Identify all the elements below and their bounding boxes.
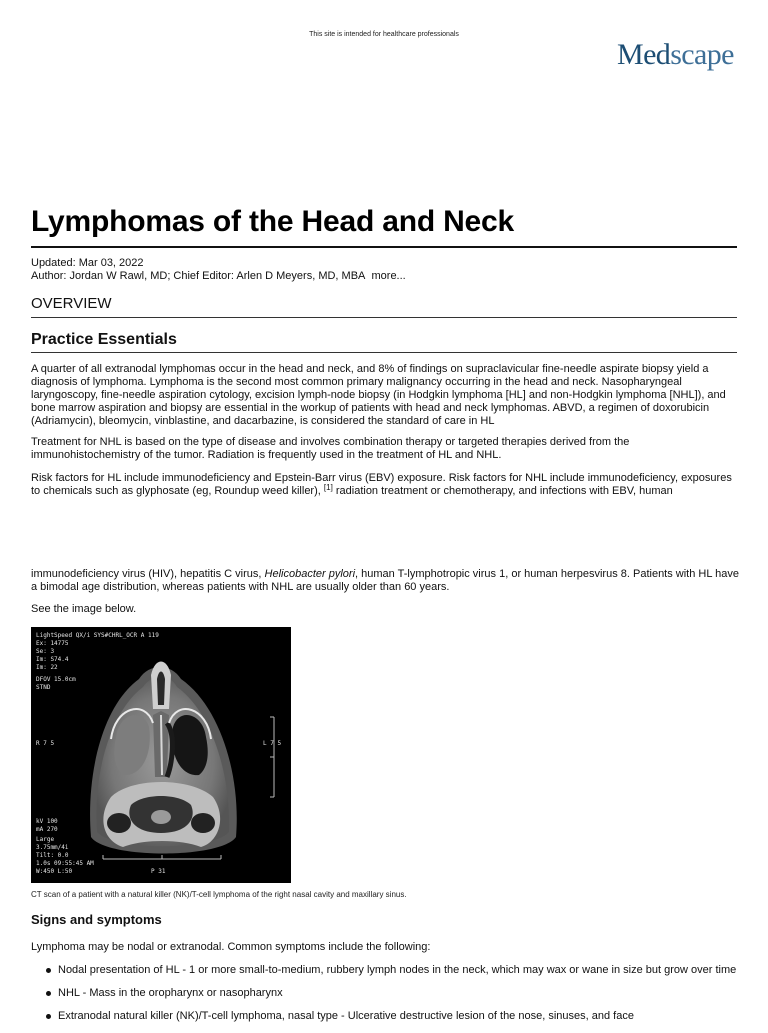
ct-scan-graphic (31, 627, 291, 883)
author-names: Author: Jordan W Rawl, MD; Chief Editor: Arlen D Meyers, MD, MBA (31, 270, 366, 282)
svg-text:Ex: 14775: Ex: 14775 (36, 640, 69, 647)
paragraph-risk-factors-continued: immunodeficiency virus (HIV), hepatitis C virus, Helicobacter pylori, human T-lymphotropic virus 1, or human herpesvirus 8. Patients with HL have a bimodal age distribution, whereas patients with NHL are usually older than 60 years. (31, 568, 739, 593)
svg-text:Large: Large (36, 836, 55, 843)
svg-text:3.75mm/4i: 3.75mm/4i (36, 844, 69, 851)
symptoms-list (31, 964, 751, 1033)
svg-text:L 7 5: L 7 5 (263, 740, 282, 747)
list-item: Extranodal natural killer (NK)/T-cell lymphoma, nasal type - Ulcerative destructive lesion of the nose, sinuses, and face (31, 1010, 751, 1033)
practice-essentials-heading: Practice Essentials (31, 331, 177, 348)
signs-symptoms-heading: Signs and symptoms (31, 912, 162, 927)
svg-text:W:450 L:50: W:450 L:50 (36, 868, 73, 875)
paragraph-treatment: Treatment for NHL is based on the type of disease and involves combination therapy or targeted therapies derived from the immunohistochemistry of the tumor. Radiation is frequently used in the treatment of HL and NHL. (31, 436, 630, 461)
bullet-icon (46, 1014, 51, 1019)
more-link[interactable]: more... (371, 270, 406, 282)
updated-date: Updated: Mar 03, 2022 (31, 257, 144, 269)
site-disclaimer: This site is intended for healthcare professionals (309, 31, 459, 38)
svg-text:R 7 5: R 7 5 (36, 740, 55, 747)
section-label: OVERVIEW (31, 295, 112, 312)
bullet-icon (46, 991, 51, 996)
svg-text:P 31: P 31 (151, 868, 166, 875)
svg-text:Im: 22: Im: 22 (36, 664, 58, 671)
svg-text:kV 100: kV 100 (36, 818, 58, 825)
figure-caption: CT scan of a patient with a natural killer (NK)/T-cell lymphoma of the right nasal cavity and maxillary sinus. (31, 890, 407, 899)
title-divider (31, 246, 737, 248)
svg-text:1.0s 09:55:45 AM: 1.0s 09:55:45 AM (36, 860, 94, 867)
page-title: Lymphomas of the Head and Neck (31, 205, 514, 238)
section-divider (31, 317, 737, 318)
svg-text:Im: S74.4: Im: S74.4 (36, 656, 69, 663)
ct-overlay-header: LightSpeed QX/i SYS#CHRL_OCR A 119 (36, 632, 159, 639)
reference-link[interactable]: [1] (323, 483, 333, 492)
list-item: NHL - Mass in the oropharynx or nasopharynx (31, 987, 751, 1010)
svg-text:DFOV 15.0cm: DFOV 15.0cm (36, 676, 76, 683)
svg-text:Se: 3: Se: 3 (36, 648, 55, 655)
symptoms-intro: Lymphoma may be nodal or extranodal. Common symptoms include the following: (31, 941, 431, 953)
heading-divider (31, 352, 737, 353)
bullet-icon (46, 968, 51, 973)
ct-scan-image[interactable] (31, 627, 291, 883)
svg-text:mA 270: mA 270 (36, 826, 58, 833)
see-image-text: See the image below. (31, 603, 137, 615)
medscape-logo[interactable]: Medscape (617, 38, 734, 71)
paragraph-overview: A quarter of all extranodal lymphomas occur in the head and neck, and 8% of findings on supraclavicular fine-needle aspirate biopsy yield a diagnosis of lymphoma. Lymphoma is the second most common primary malignancy occurring in the head and neck. Nasopharyngeal laryngoscopy, fine-needle aspiration cytology, excision lymph-node biopsy (in Hodgkin lymphoma [HL] and non-Hodgkin lymphoma [NHL]), and bone marrow aspiration and biopsy are essential in the workup of patients with head and neck lymphomas. ABVD, a regimen of doxorubicin (Adriamycin), bleomycin, vinblastine, and dacarbazine, is considered the standard of care in HL (31, 363, 726, 427)
list-item: Nodal presentation of HL - 1 or more small-to-medium, rubbery lymph nodes in the neck, which may wax or wane in size but grow over time (31, 964, 751, 987)
paragraph-risk-factors: Risk factors for HL include immunodeficiency and Epstein-Barr virus (EBV) exposure. Risk factors for NHL include immunodeficiency, exposures to chemicals such as glyphosate (eg, Roundup weed killer), [1] radiation treatment or chemotherapy, and infections with EBV, human (31, 472, 732, 497)
svg-text:Tilt: 0.0: Tilt: 0.0 (36, 852, 69, 859)
svg-text:STND: STND (36, 684, 51, 691)
author-line (31, 270, 406, 283)
